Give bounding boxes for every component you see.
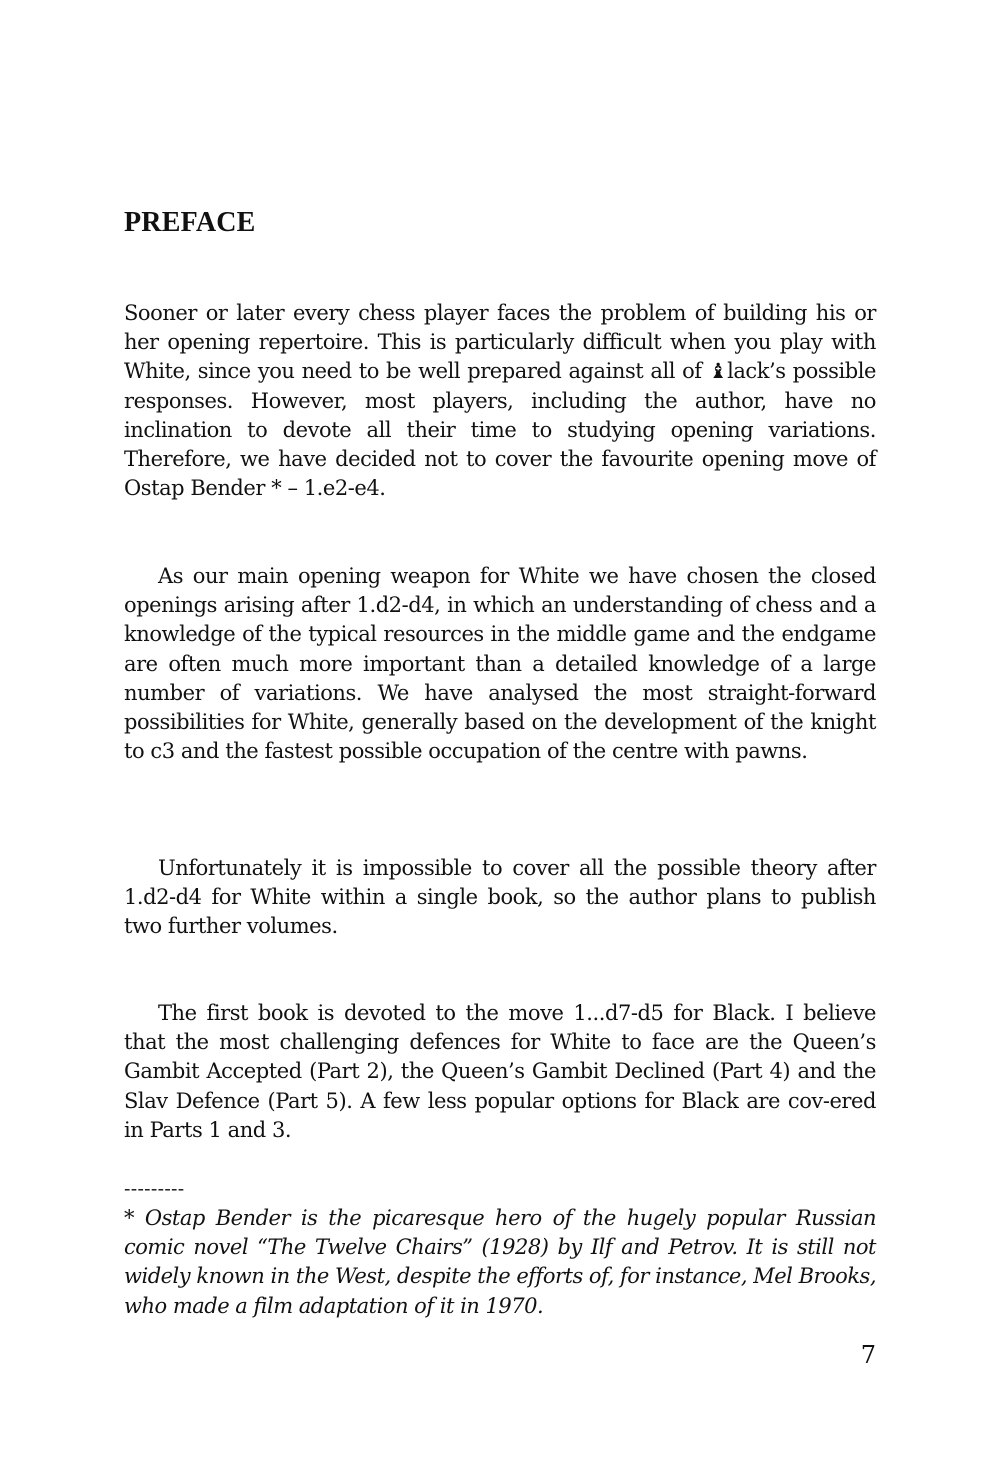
- preface-paragraph-2: As our main opening weapon for White we have chosen the closed openings arising after 1.d2-d4, in which an understanding of chess and a knowledge of the typical resources in the middle game and the endgame are often much more important than a detailed knowledge of a large number of variations. We have analysed the most straight-forward possibilities for White, generally based on the development of the knight to c3 and the fastest possible occupation of the centre with pawns.: [124, 564, 876, 764]
- preface-paragraph-4: The first book is devoted to the move 1...d7-d5 for Black. I believe that the most challenging defences for White to face are the Queen’s Gambit Accepted (Part 2), the Queen’s Gambit Declined (Part 4) and the Slav Defence (Part 5). A few less popular options for Black are cov-ered in Parts 1 and 3.: [124, 1001, 876, 1142]
- page-number: 7: [860, 1341, 876, 1369]
- footnote: * Ostap Bender is the picaresque hero of the hugely popular Russian comic novel “The Twelve Chairs” (1928) by Ilf and Petrov. It is still not widely known in the West, despite the efforts of, for instance, Mel Brooks, who made a film adaptation of it in 1970.: [124, 1206, 876, 1318]
- footnote-separator: ---------: [124, 1178, 185, 1200]
- book-page: [124, 0, 876, 1483]
- preface-paragraph-1: Sooner or later every chess player faces the problem of building his or her opening repertoire. This is particularly difficult when you play with White, since you need to be well prepared against all of ♝lack’s possible responses. However, most players, including the author, have no inclination to devote all their time to studying opening variations. Therefore, we have decided not to cover the favourite opening move of Ostap Bender * – 1.e2-e4.: [124, 301, 876, 501]
- page-title: PREFACE: [124, 207, 256, 238]
- preface-paragraph-3: Unfortunately it is impossible to cover all the possible theory after 1.d2-d4 for White within a single book, so the author plans to publish two further volumes.: [124, 856, 876, 939]
